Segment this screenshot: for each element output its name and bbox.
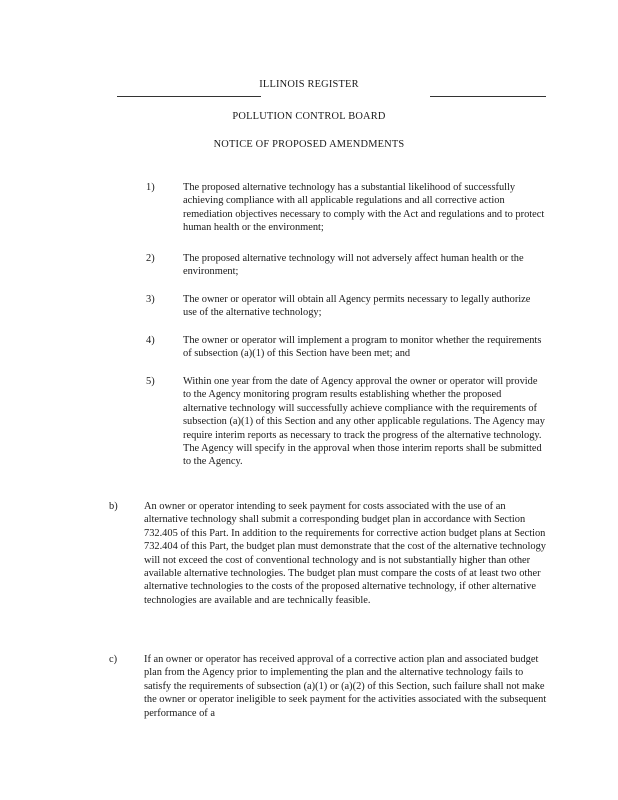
agency-name: POLLUTION CONTROL BOARD [232,111,386,122]
item-number: 2) [146,253,155,264]
item-number: 1) [146,182,155,193]
item-text: If an owner or operator has received approval of a corrective action plan and associated budget plan from the Agency prior to implementing the plan and the alternative technology fails to satisfy the requirements of subsection (a)(1) or (a)(2) of this Section, such failure shall not make the owner or operator ineligible to seek payment for the activities associated with the subsequent performance of a [144,654,547,719]
register-title: ILLINOIS REGISTER [259,79,359,90]
item-text: The owner or operator will obtain all Agency permits necessary to legally authorize use of the alternative technology; [183,294,531,319]
item-text: The proposed alternative technology has a substantial likelihood of successfully achieving compliance with all applicable regulations and all corrective action remediation objectives necessary to comply with the Act and regulations and to protect human health or the environment; [183,182,545,234]
item-text: An owner or operator intending to seek payment for costs associated with the use of an alternative technology shall submit a corresponding budget plan in accordance with Section 732.405 of this Part. In addition to the requirements for corrective action budget plans at Section 732.404 of this Part, the budget plan must demonstrate that the cost of the alternative technology will not exceed the cost of conventional technology and is not substantially higher than other available alternative technologies. The budget plan must compare the costs of at least two other alternative technologies to the costs of the proposed alternative technology, if other alternative technologies are available and are technically feasible. [144,501,546,606]
item-letter: b) [109,501,118,512]
item-text: The owner or operator will implement a program to monitor whether the requirements of subsection (a)(1) of this Section have been met; and [183,335,542,360]
item-text: The proposed alternative technology will not adversely affect human health or the environment; [183,253,524,278]
item-letter: c) [109,654,118,665]
item-number: 5) [146,376,155,387]
notice-title: NOTICE OF PROPOSED AMENDMENTS [213,139,405,150]
item-number: 3) [146,294,155,305]
header-rule-left [117,96,261,97]
item-number: 4) [146,335,155,346]
header-rule-right [430,96,546,97]
item-text: Within one year from the date of Agency approval the owner or operator will provide to the Agency monitoring program results establishing whether the proposed alternative technology will successfully achieve compliance with the requirements of subsection (a)(1) of this Section and any other applicable regulations. The Agency may require interim reports as necessary to track the progress of the alternative technology. The Agency will specify in the approval when those interim reports shall be submitted to the Agency. [183,376,545,468]
